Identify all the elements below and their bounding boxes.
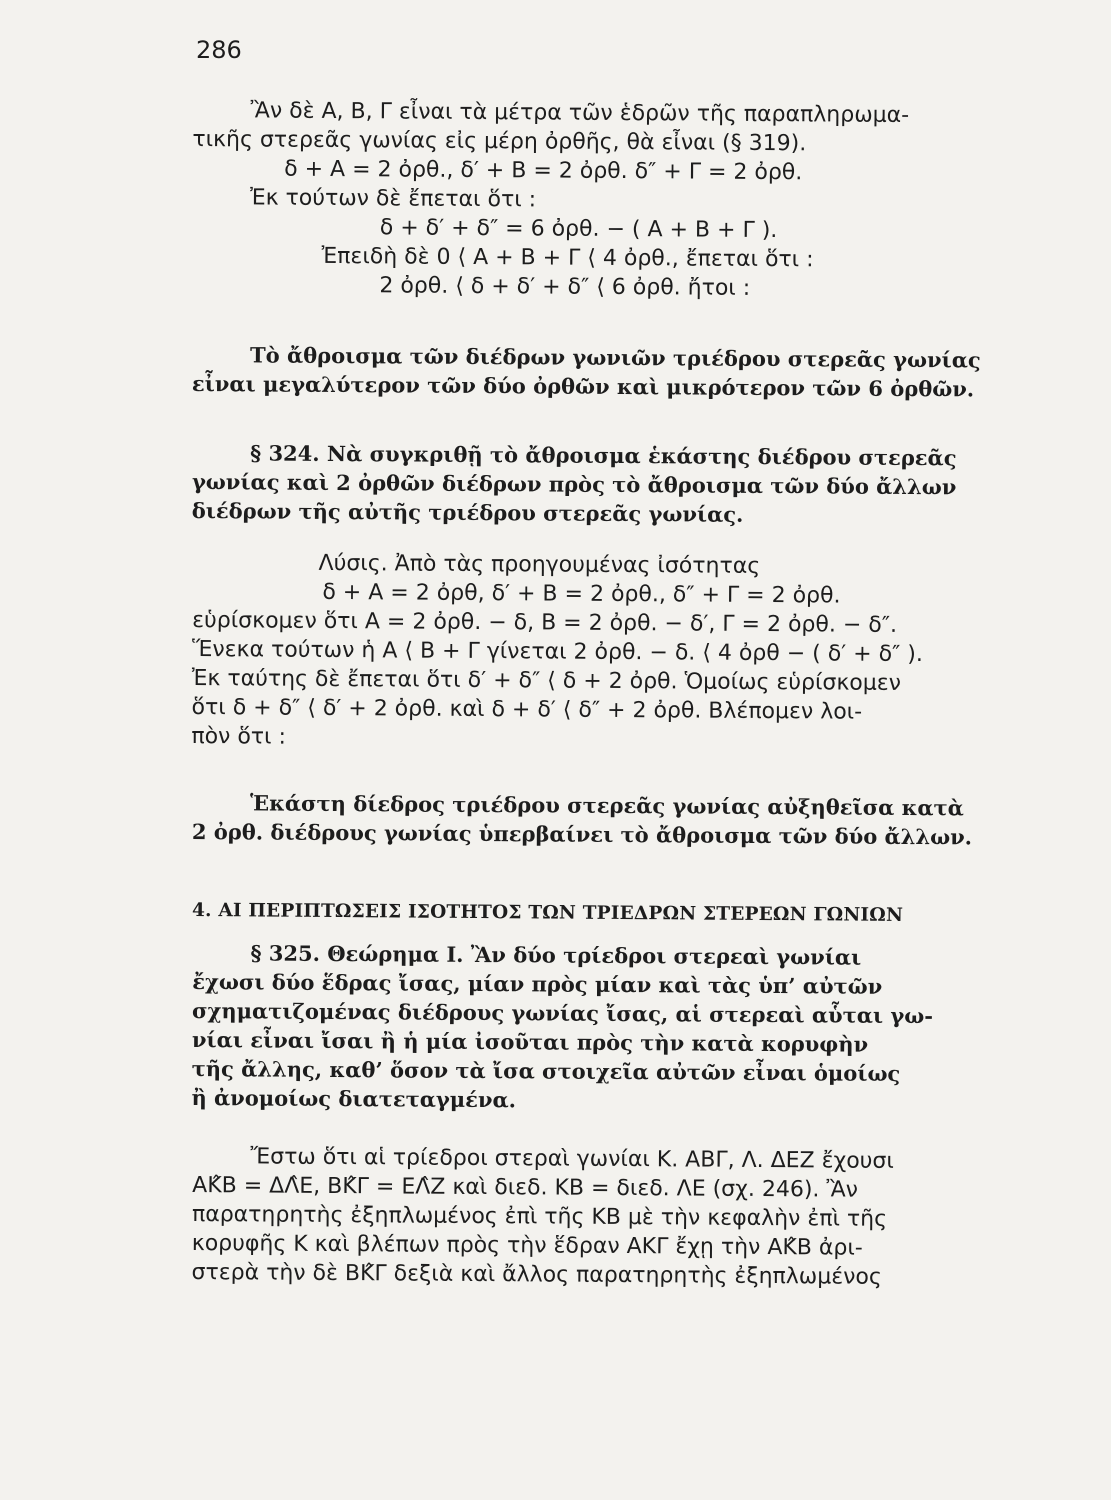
section-line: § 324. Νὰ συγκριθῇ τὸ ἄθροισμα ἑκάστης διέδρου στερεᾶς xyxy=(250,440,957,471)
equation-line: δ + δ′ + δ″ = 6 ὀρθ. − ( Α + Β + Γ ). xyxy=(379,215,778,244)
proof-line: Ἔστω ὅτι αἱ τρίεδροι στεραὶ γωνίαι Κ. ΑΒΓ, Λ. ΔΕΖ ἔχουσι xyxy=(250,1144,894,1174)
theorem-line: εἶναι μεγαλύτερον τῶν δύο ὀρθῶν καὶ μικρότερον τῶν 6 ὀρθῶν. xyxy=(191,370,975,402)
solution-324 xyxy=(191,548,1030,757)
paragraph-block-1 xyxy=(191,96,1030,305)
text-line: τικῆς στερεᾶς γωνίας εἰς μέρη ὀρθῆς, θὰ εἶναι (§ 319). xyxy=(192,127,807,157)
theorem-line: τῆς ἄλλης, καθ’ ὅσον τὰ ἴσα στοιχεῖα αὐτῶν εἶναι ὁμοίως xyxy=(191,1055,901,1086)
theorem-line: ἢ ἀνομοίως διατεταγμένα. xyxy=(191,1084,517,1113)
page-number: 286 xyxy=(196,36,242,64)
solution-line: ὅτι δ + δ″ ⟨ δ′ + 2 ὀρθ. καὶ δ + δ′ ⟨ δ″ + 2 ὀρθ. Βλέπομεν λοι- xyxy=(191,694,863,725)
section-line: διέδρων τῆς αὐτῆς τριέδρου στερεᾶς γωνίας. xyxy=(191,497,744,527)
theorem-line: Ἑκάστη δίεδρος τριέδρου στερεᾶς γωνίας αὐξηθεῖσα κατὰ xyxy=(250,790,964,821)
solution-line: εὑρίσκομεν ὅτι Α = 2 ὀρθ. − δ, Β = 2 ὀρθ. − δ′, Γ = 2 ὀρθ. − δ″. xyxy=(192,608,898,638)
solution-line: Ἐκ ταύτης δὲ ἔπεται ὅτι δ′ + δ″ ⟨ δ + 2 ὀρθ. Ὁμοίως εὑρίσκομεν xyxy=(191,665,902,696)
theorem-statement-2 xyxy=(192,788,1030,852)
theorem-line: νίαι εἶναι ἴσαι ἢ ἡ μία ἰσοῦται πρὸς τὴν κατὰ κορυφὴν xyxy=(191,1027,869,1057)
theorem-line: σχηματιζομένας διέδρους γωνίας ἴσας, αἱ στερεαὶ αὗται γω- xyxy=(192,998,934,1029)
theorem-line: § 325. Θεώρημα Ι. Ἂν δύο τρίεδροι στερεαὶ γωνίαι xyxy=(250,940,862,970)
theorem-line: ἔχωσι δύο ἕδρας ἴσας, μίαν πρὸς μίαν καὶ τὰς ὑπ’ αὐτῶν xyxy=(192,969,883,999)
text-line: Ἐπειδὴ δὲ 0 ⟨ Α + Β + Γ ⟨ 4 ὀρθ., ἔπεται ὅτι : xyxy=(321,243,814,273)
proof-line: παρατηρητὴς ἐξηπλωμένος ἐπὶ τῆς ΚΒ μὲ τὴν κεφαλὴν ἐπὶ τῆς xyxy=(191,1202,888,1232)
equation-line: 2 ὀρθ. ⟨ δ + δ′ + δ″ ⟨ 6 ὀρθ. ἤτοι : xyxy=(379,273,751,301)
solution-line: πὸν ὅτι : xyxy=(191,723,287,750)
proof-line: κορυφῆς Κ καὶ βλέπων πρὸς τὴν ἕδραν ΑΚΓ ἔχῃ τὴν ΑΚ̂Β ἀρι- xyxy=(191,1230,863,1261)
equation-line: δ + Α = 2 ὀρθ., δ′ + Β = 2 ὀρθ. δ″ + Γ = 2 ὀρθ. xyxy=(284,156,803,186)
proof-line: ΑΚ̂Β = ΔΛ̂Ε, ΒΚ̂Γ = ΕΛ̂Ζ καὶ διεδ. ΚΒ = διεδ. ΛΕ (σχ. 246). Ἂν xyxy=(192,1173,859,1203)
text-line: Ἂν δὲ Α, Β, Γ εἶναι τὰ μέτρα τῶν ἑδρῶν τῆς παραπληρωμα- xyxy=(250,98,910,129)
theorem-line: 2 ὀρθ. διέδρους γωνίας ὑπερβαίνει τὸ ἄθροισμα τῶν δύο ἄλλων. xyxy=(191,818,973,850)
chapter-title: 4. ΑΙ ΠΕΡΙΠΤΩΣΕΙΣ ΙΣΟΤΗΤΟΣ ΤΩΝ ΤΡΙΕΔΡΩΝ ΣΤΕΡΕΩΝ ΓΩΝΙΩΝ xyxy=(191,900,904,926)
proof-line: στερὰ τὴν δὲ ΒΚ̂Γ δεξιὰ καὶ ἄλλος παρατηρητὴς ἐξηπλωμένος xyxy=(191,1259,882,1290)
proof-325 xyxy=(191,1142,1030,1293)
text-line: Ἐκ τούτων δὲ ἔπεται ὅτι : xyxy=(249,185,537,213)
solution-line: Λύσις. Ἀπὸ τὰς προηγουμένας ἰσότητας xyxy=(318,550,761,579)
solution-line: Ἕνεκα τούτων ἡ Α ⟨ Β + Γ γίνεται 2 ὀρθ. − δ. ⟨ 4 ὀρθ − ( δ′ + δ″ ). xyxy=(191,637,923,668)
chapter-heading xyxy=(192,896,1030,931)
theorem-statement-1 xyxy=(192,340,1030,404)
section-line: γωνίας καὶ 2 ὀρθῶν διέδρων πρὸς τὸ ἄθροισμα τῶν δύο ἄλλων xyxy=(191,469,957,500)
equation-line: δ + Α = 2 ὀρθ, δ′ + Β = 2 ὀρθ., δ″ + Γ = 2 ὀρθ. xyxy=(322,579,841,609)
section-324 xyxy=(192,438,1031,531)
theorem-line: Τὸ ἄθροισμα τῶν διέδρων γωνιῶν τριέδρου στερεᾶς γωνίας xyxy=(250,342,981,373)
theorem-325 xyxy=(191,938,1030,1118)
